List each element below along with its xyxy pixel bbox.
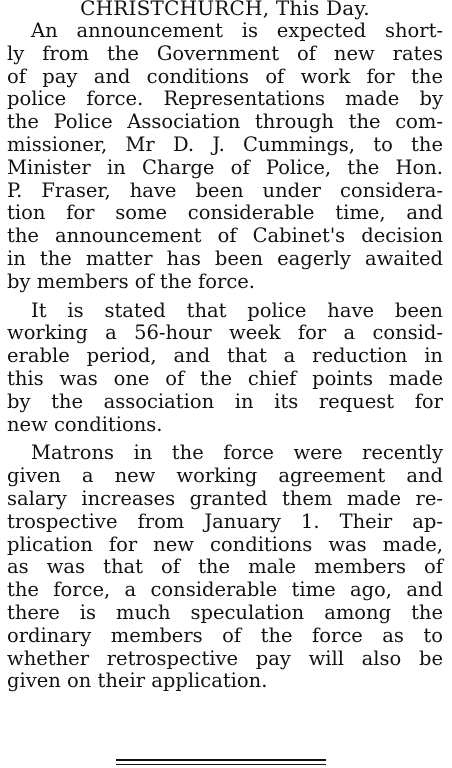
paragraph-3-line: there is much speculation among the xyxy=(7,600,443,624)
end-rule xyxy=(116,759,326,761)
paragraph-1 xyxy=(7,20,443,294)
paragraph-3-line: salary increases granted them made re- xyxy=(7,486,443,510)
paragraph-2-line: erable period, and that a reduction in xyxy=(7,344,443,368)
paragraph-1-line: of pay and conditions of work for the xyxy=(7,64,443,88)
paragraph-2-line: It is stated that police have been xyxy=(31,298,443,322)
paragraph-1-line: ly from the Government of new rates xyxy=(7,41,443,65)
paragraph-1-line: An announcement is expected short- xyxy=(31,19,443,42)
end-rule-thin xyxy=(116,764,326,765)
paragraph-3-line: ordinary members of the force as to xyxy=(7,623,443,647)
paragraph-2-line: working a 56-hour week for a consid- xyxy=(7,321,443,345)
paragraph-1-line: in the matter has been eagerly awaited xyxy=(7,246,443,270)
paragraph-2-line: new conditions. xyxy=(7,412,163,436)
paragraph-3-line: plication for new conditions was made, xyxy=(7,532,443,556)
paragraph-1-line: Minister in Charge of Police, the Hon. xyxy=(7,155,443,179)
paragraph-1-line: P. Fraser, have been under considera- xyxy=(7,178,443,202)
paragraph-3-line: Matrons in the force were recently xyxy=(31,441,443,465)
paragraph-1-line: police force. Representations made by xyxy=(7,87,443,111)
paragraph-2-line: this was one of the chief points made xyxy=(7,366,443,390)
paragraph-1-line: by members of the force. xyxy=(7,269,255,293)
paragraph-1-line: missioner, Mr D. J. Cummings, to the xyxy=(7,132,443,156)
paragraph-3-line: given on their application. xyxy=(7,669,268,693)
paragraph-3-line: trospective from January 1. Their ap- xyxy=(7,509,443,533)
paragraph-2-line: by the association in its request for xyxy=(7,389,443,413)
paragraph-3-line: as was that of the male members of xyxy=(7,555,443,579)
paragraph-1-line: tion for some considerable time, and xyxy=(7,201,443,225)
paragraph-3-line: given a new working agreement and xyxy=(7,464,443,488)
paragraph-1-line: the announcement of Cabinet's decision xyxy=(7,224,443,248)
paragraph-3 xyxy=(7,442,443,693)
dateline: CHRISTCHURCH, This Day. xyxy=(80,0,370,20)
paragraph-3-line: whether retrospective pay will also be xyxy=(7,646,443,670)
paragraph-3-line: the force, a considerable time ago, and xyxy=(7,578,443,602)
paragraph-2 xyxy=(7,300,443,437)
paragraph-1-line: the Police Association through the com- xyxy=(7,110,443,134)
